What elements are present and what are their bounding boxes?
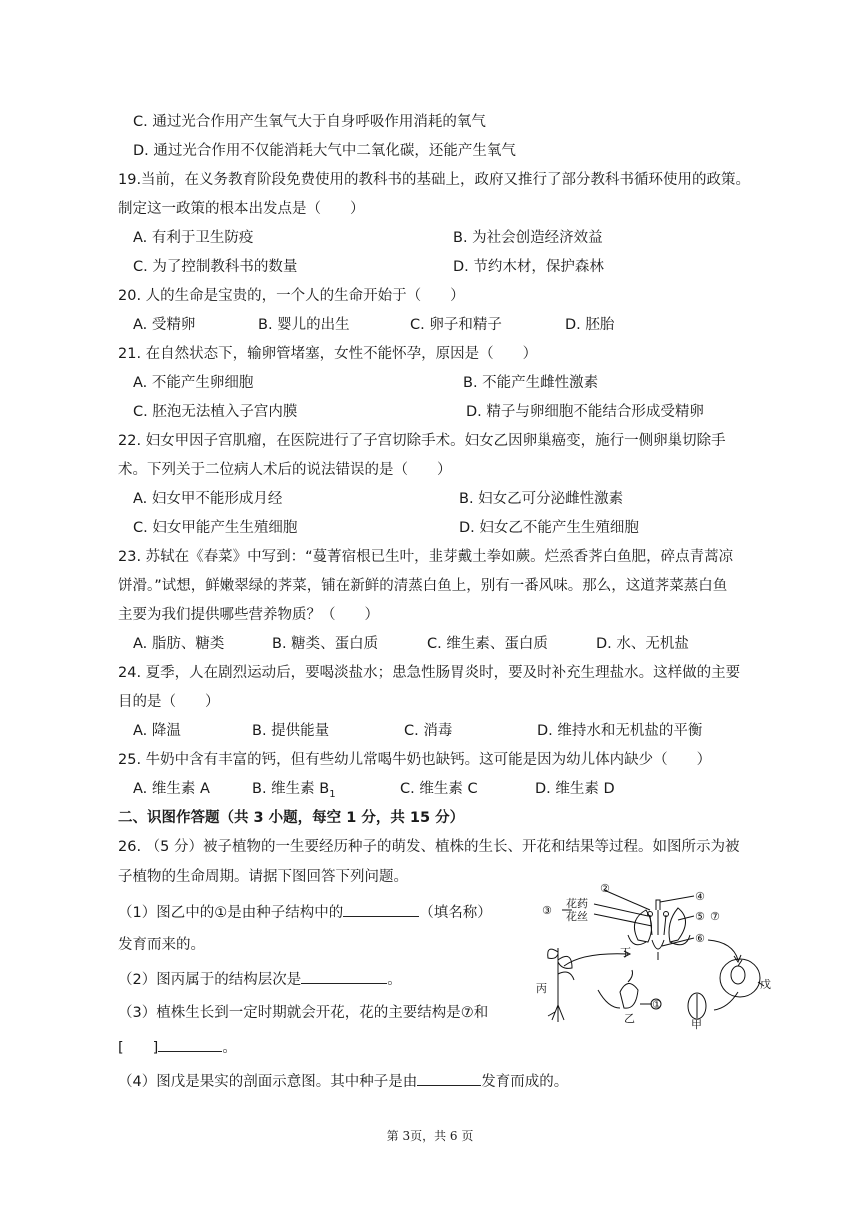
q22-option-c: C. 妇女甲能产生生殖细胞 <box>133 520 298 536</box>
label-ding: 丁 <box>620 946 631 959</box>
q24-option-a: A. 降温 <box>133 723 181 739</box>
q18-option-d: D. 通过光合作用不仅能消耗大气中二氧化碳，还能产生氧气 <box>133 143 516 159</box>
q19-stem-line2: 制定这一政策的根本出发点是（ ） <box>118 201 365 217</box>
q22-stem-line2: 术。下列关于二位病人术后的说法错误的是（ ） <box>118 462 452 478</box>
q21-option-c: C. 胚泡无法植入子宫内膜 <box>133 404 298 420</box>
q18-option-c: C. 通过光合作用产生氧气大于自身呼吸作用消耗的氧气 <box>133 114 486 130</box>
q23-option-d: D. 水、无机盐 <box>596 636 689 652</box>
q26-sub1-text: （1）图乙中的①是由种子结构中的 <box>118 905 344 921</box>
q20-option-b: B. 婴儿的出生 <box>258 317 350 333</box>
q21-option-b: B. 不能产生雌性激素 <box>463 375 599 391</box>
label-bing: 丙 <box>536 982 547 995</box>
label-filament: 花丝 <box>566 910 588 923</box>
q24-option-d: D. 维持水和无机盐的平衡 <box>537 723 703 739</box>
q19-stem-line1: 19.当前，在义务教育阶段免费使用的教科书的基础上，政府又推行了部分教科书循环使用的政策。 <box>118 172 751 188</box>
q24-option-c: C. 消毒 <box>404 723 453 739</box>
q26-sub3-end: 。 <box>222 1040 237 1056</box>
q25-option-b-text: B. 维生素 B <box>252 781 330 797</box>
seed-figure <box>688 993 706 1019</box>
q26-sub4-end: 发育而成的。 <box>481 1074 569 1090</box>
q26-sub4-text: （4）图戊是果实的剖面示意图。其中种子是由 <box>118 1074 418 1090</box>
q25-option-d: D. 维生素 D <box>535 781 615 797</box>
q26-sub1-line2: 发育而来的。 <box>118 937 205 953</box>
label-5: ⑤ <box>695 910 705 923</box>
q26-sub2-end: 。 <box>387 972 402 988</box>
q26-sub2 <box>118 969 402 990</box>
q25-option-a: A. 维生素 A <box>133 781 210 797</box>
q26-sub3-line1: （3）植株生长到一定时期就会开花，花的主要结构是⑦和 <box>118 1005 489 1021</box>
q26-sub4-blank[interactable] <box>417 1071 481 1086</box>
label-yi: 乙 <box>624 1012 635 1025</box>
page-footer: 第 3页，共 6 页 <box>386 1129 474 1143</box>
q24-option-b: B. 提供能量 <box>252 723 330 739</box>
q26-sub2-blank[interactable] <box>301 969 387 984</box>
label-wu: 戊 <box>760 978 771 991</box>
q26-sub3-line2 <box>118 1037 237 1058</box>
label-jia: 甲 <box>691 1018 702 1030</box>
q26-sub3-bracket[interactable]: [ ] <box>118 1040 159 1056</box>
q25-option-b <box>252 779 336 805</box>
section2-heading: 二、识图作答题（共 3 小题，每空 1 分，共 15 分） <box>118 810 465 826</box>
q22-option-b: B. 妇女乙可分泌雌性激素 <box>459 491 624 507</box>
q19-option-c: C. 为了控制教科书的数量 <box>133 259 298 275</box>
label-7: ⑦ <box>710 910 720 923</box>
label-1: ① <box>652 998 662 1011</box>
q21-option-d: D. 精子与卵细胞不能结合形成受精卵 <box>466 404 704 420</box>
diagram-labels <box>536 882 771 1030</box>
plant-life-cycle-diagram <box>528 880 790 1030</box>
q26-sub3-blank[interactable] <box>158 1037 222 1052</box>
label-2: ② <box>600 882 610 895</box>
q25-stem: 25. 牛奶中含有丰富的钙，但有些幼儿常喝牛奶也缺钙。这可能是因为幼儿体内缺少（ ） <box>118 752 712 768</box>
q26-sub2-text: （2）图丙属于的结构层次是 <box>118 972 302 988</box>
q22-option-a: A. 妇女甲不能形成月经 <box>133 491 283 507</box>
q23-option-b: B. 糖类、蛋白质 <box>272 636 379 652</box>
q25-option-c: C. 维生素 C <box>400 781 478 797</box>
q23-stem-line1: 23. 苏轼在《春菜》中写到：“蔓菁宿根已生叶，韭芽戴土拳如蕨。烂烝香荠白鱼肥，碎点青蒿凉 <box>118 549 734 565</box>
q24-stem-line1: 24. 夏季，人在剧烈运动后，要喝淡盐水；患急性肠胃炎时，要及时补充生理盐水。这样做的主要 <box>118 665 741 681</box>
q25-option-b-subscript: 1 <box>329 788 336 800</box>
q26-sub1-blank[interactable] <box>343 902 419 917</box>
q20-option-c: C. 卵子和精子 <box>410 317 502 333</box>
q21-stem: 21. 在自然状态下，输卵管堵塞，女性不能怀孕，原因是（ ） <box>118 346 538 362</box>
q20-option-a: A. 受精卵 <box>133 317 196 333</box>
q23-stem-line3: 主要为我们提供哪些营养物质？（ ） <box>118 607 379 623</box>
q26-sub1-line1 <box>118 902 492 923</box>
q26-stem-line2: 子植物的生命周期。请据下图回答下列问题。 <box>118 869 408 885</box>
seedling-figure <box>548 948 574 1022</box>
q26-stem-line1: 26. （5 分）被子植物的一生要经历种子的萌发、植株的生长、开花和结果等过程。如图所示为被 <box>118 839 740 855</box>
q23-option-c: C. 维生素、蛋白质 <box>427 636 548 652</box>
q24-stem-line2: 目的是（ ） <box>118 694 220 710</box>
label-6: ⑥ <box>695 932 705 945</box>
label-anther: 花药 <box>566 897 588 910</box>
label-4: ④ <box>695 890 705 903</box>
q26-sub1-hint: （填名称） <box>419 905 492 921</box>
q26-sub4 <box>118 1071 568 1092</box>
q20-option-d: D. 胚胎 <box>565 317 615 333</box>
q22-option-d: D. 妇女乙不能产生生殖细胞 <box>459 520 639 536</box>
q21-option-a: A. 不能产生卵细胞 <box>133 375 254 391</box>
fruit-figure <box>720 959 764 997</box>
flower-figure <box>628 900 690 960</box>
q19-option-b: B. 为社会创造经济效益 <box>453 230 603 246</box>
q23-option-a: A. 脂肪、糖类 <box>133 636 225 652</box>
q20-stem: 20. 人的生命是宝贵的，一个人的生命开始于（ ） <box>118 288 465 304</box>
label-3: ③ <box>542 904 552 917</box>
q19-option-d: D. 节约木材，保护森林 <box>453 259 604 275</box>
q19-option-a: A. 有利于卫生防疫 <box>133 230 254 246</box>
q22-stem-line1: 22. 妇女甲因子宫肌瘤，在医院进行了子宫切除手术。妇女乙因卵巢癌变，施行一侧卵巢切除手 <box>118 433 726 449</box>
q23-stem-line2: 饼滑。”试想，鲜嫩翠绿的荠菜，铺在新鲜的清蒸白鱼上，别有一番风味。那么，这道荠菜蒸白鱼 <box>118 578 728 594</box>
